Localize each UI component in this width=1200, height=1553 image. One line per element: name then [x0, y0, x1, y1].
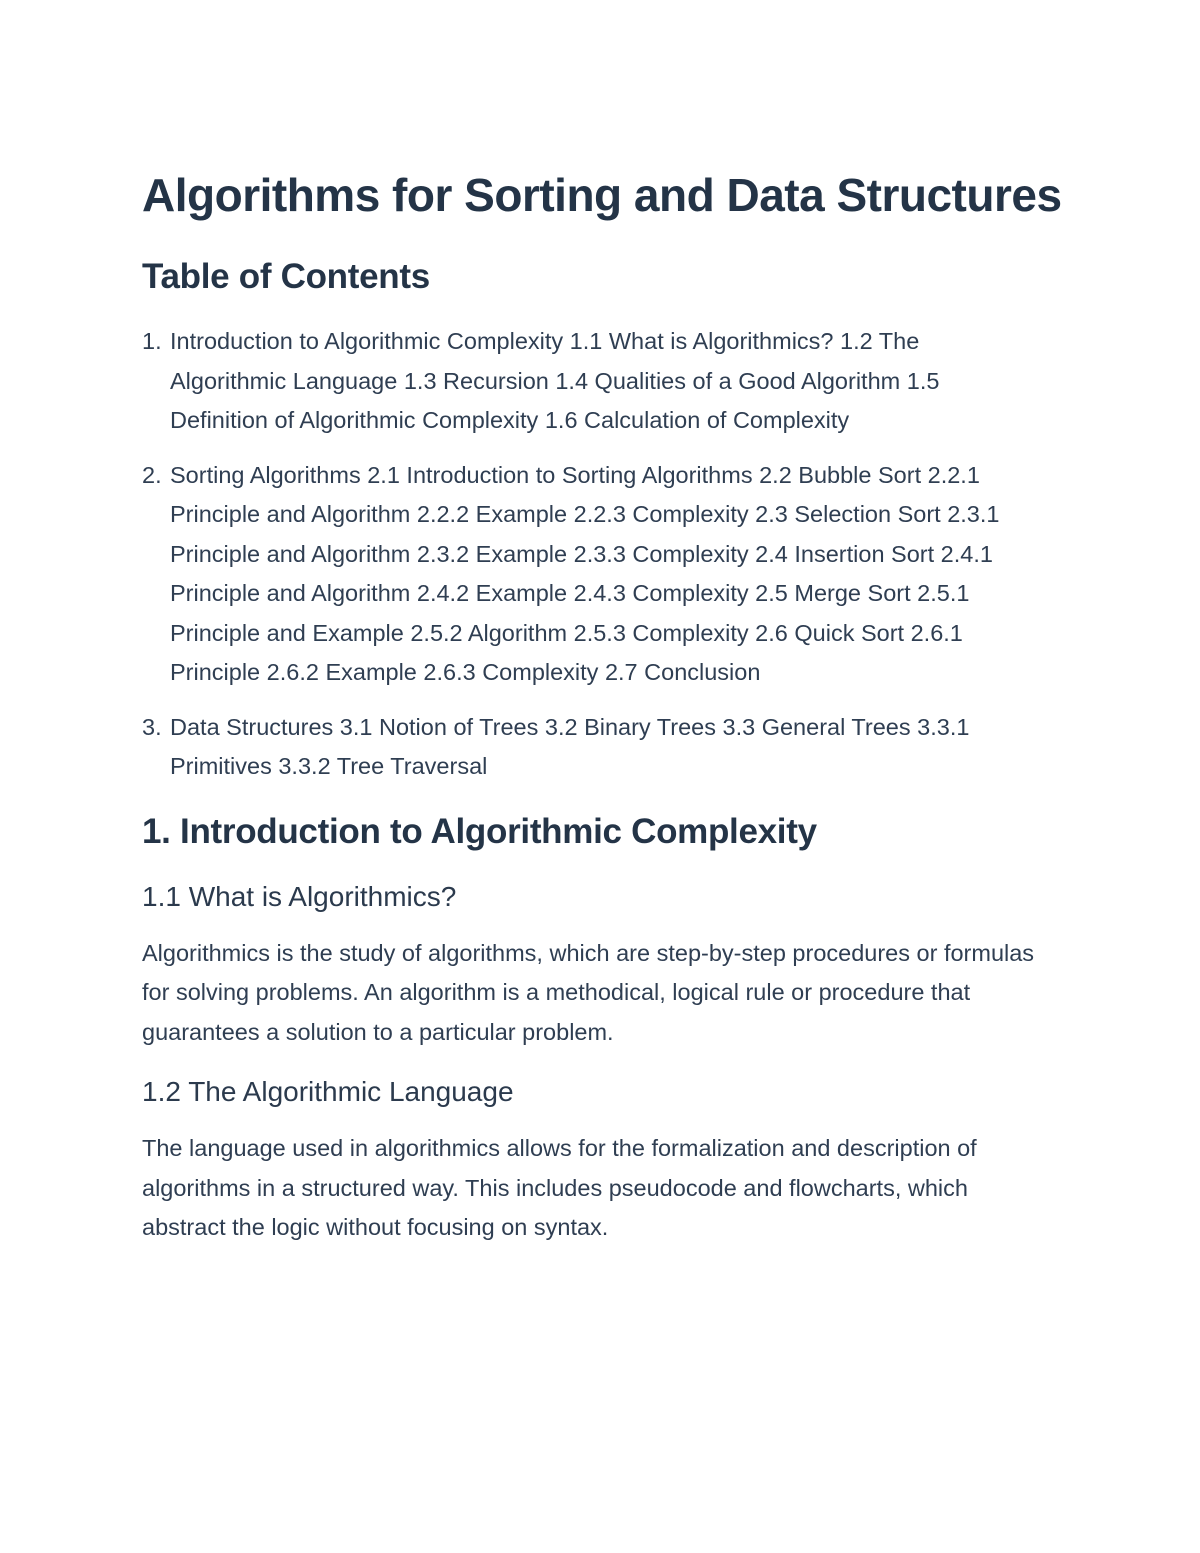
subsection-heading: 1.1 What is Algorithmics?	[142, 880, 457, 912]
toc-item-text: Introduction to Algorithmic Complexity 1.1 What is Algorithmics? 1.2 The Algorithmic Language 1.3 Recursion 1.4 Qualities of a Good Algorithm 1.5 Definition of Algorithmic Complexity 1.6 Calculation of Complexity	[170, 328, 940, 433]
paragraph: Algorithmics is the study of algorithms, which are step-by-step procedures or formulas for solving problems. An algorithm is a methodical, logical rule or procedure that guarantees a solution to a particular problem.	[142, 939, 1035, 1045]
toc-list	[142, 322, 1062, 787]
document-page	[142, 164, 1062, 1248]
subsection-heading: 1.2 The Algorithmic Language	[142, 1076, 514, 1107]
section-heading: 1. Introduction to Algorithmic Complexity	[142, 811, 817, 851]
toc-item	[142, 322, 1062, 441]
toc-item-text: Sorting Algorithms 2.1 Introduction to Sorting Algorithms 2.2 Bubble Sort 2.2.1 Principle and Algorithm 2.2.2 Example 2.2.3 Complexity 2.3 Selection Sort 2.3.1 Principle and Algorithm 2.3.2 Example 2.3.3 Complexity 2.4 Insertion Sort 2.4.1 Principle and Algorithm 2.4.2 Example 2.4.3 Complexity 2.5 Merge Sort 2.5.1 Principle and Example 2.5.2 Algorithm 2.5.3 Complexity 2.6 Quick Sort 2.6.1 Principle 2.6.2 Example 2.6.3 Complexity 2.7 Conclusion	[170, 461, 1000, 685]
toc-heading: Table of Contents	[142, 257, 430, 296]
document-title: Algorithms for Sorting and Data Structures	[142, 169, 1062, 221]
toc-item-text: Data Structures 3.1 Notion of Trees 3.2 Binary Trees 3.3 General Trees 3.3.1 Primitives 3.3.2 Tree Traversal	[170, 713, 970, 779]
toc-item-number: 3.	[142, 713, 162, 740]
toc-item	[142, 456, 1062, 693]
toc-item	[142, 708, 1062, 787]
toc-item-number: 1.	[142, 328, 162, 354]
toc-item-number: 2.	[142, 461, 162, 488]
paragraph: The language used in algorithmics allows for the formalization and description of algorithms in a structured way. This includes pseudocode and flowcharts, which abstract the logic without focusing on syntax.	[142, 1135, 977, 1240]
